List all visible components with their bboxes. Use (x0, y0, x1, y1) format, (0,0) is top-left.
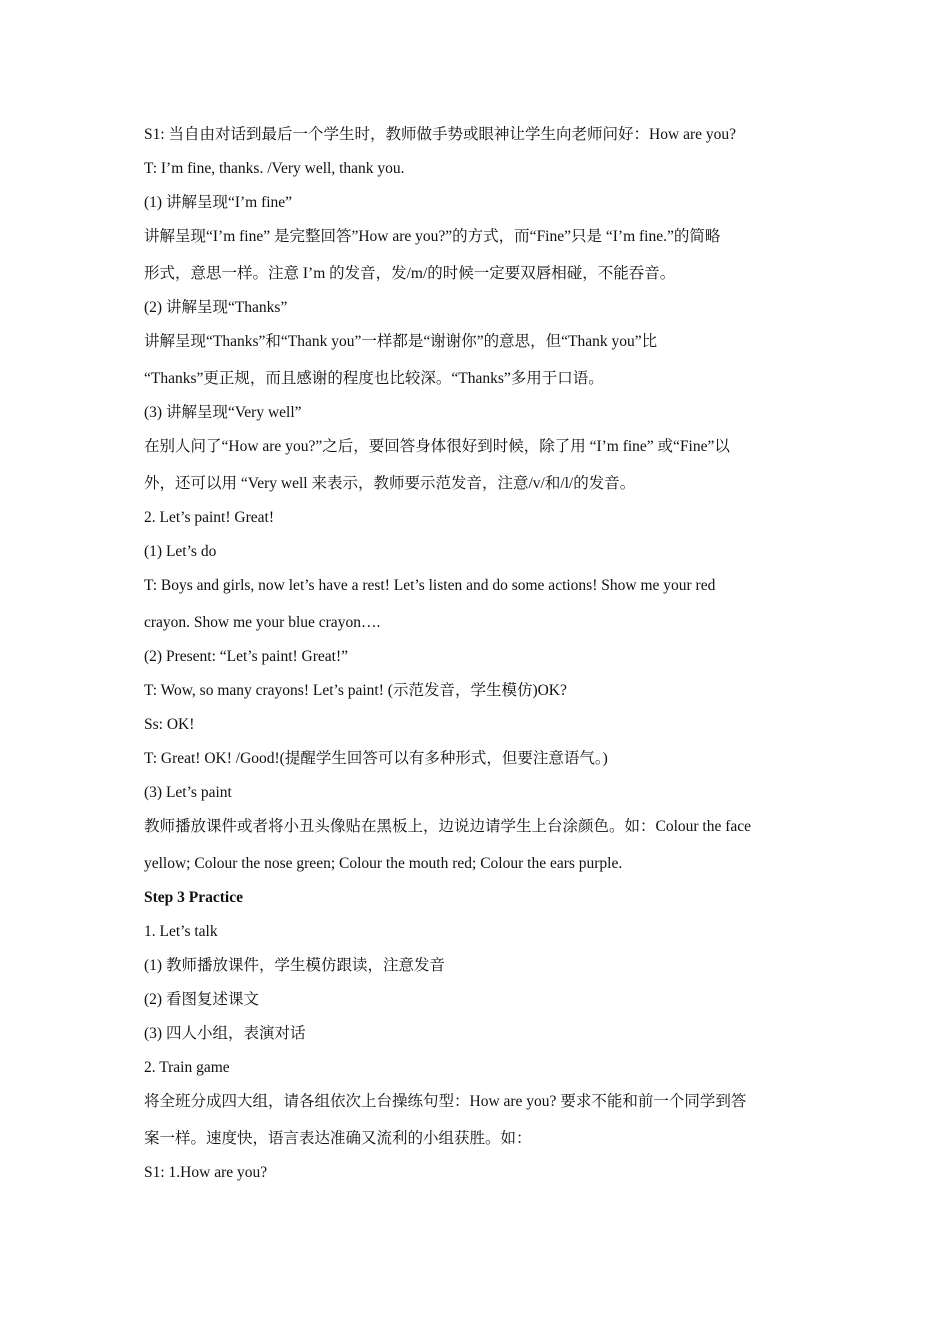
text-line: 形式，意思一样。注意 I’m 的发音，发/m/的时候一定要双唇相碰，不能吞音。 (144, 265, 676, 282)
text-line: (2) 讲解呈现“Thanks” (144, 299, 288, 316)
text-line: T: I’m fine, thanks. /Very well, thank you. (144, 160, 405, 177)
text-line: 将全班分成四大组，请各组依次上台操练句型：How are you? 要求不能和前一个同学到答 (144, 1093, 747, 1110)
text-line: 外，还可以用 “Very well 来表示，教师要示范发音，注意/v/和/l/的发音。 (144, 475, 636, 492)
text-line: S1: 1.How are you? (144, 1164, 268, 1181)
text-line: crayon. Show me your blue crayon…. (144, 614, 381, 631)
text-line: (1) Let’s do (144, 543, 217, 560)
text-line: (1) 讲解呈现“I’m fine” (144, 194, 293, 211)
text-line: T: Great! OK! /Good!(提醒学生回答可以有多种形式，但要注意语气。) (144, 750, 608, 767)
text-line: (3) Let’s paint (144, 784, 232, 801)
text-line: 2. Train game (144, 1059, 230, 1076)
text-line: 案一样。速度快，语言表达准确又流利的小组获胜。如： (144, 1130, 532, 1147)
text-line: “Thanks”更正规，而且感谢的程度也比较深。“Thanks”多用于口语。 (144, 370, 604, 387)
text-line: (3) 四人小组，表演对话 (144, 1025, 306, 1042)
text-line: 在别人问了“How are you?”之后，要回答身体很好到时候，除了用 “I’m fine” 或“Fine”以 (144, 438, 730, 455)
text-line: 1. Let’s talk (144, 923, 218, 940)
text-line: 讲解呈现“I’m fine” 是完整回答”How are you?”的方式，而“Fine”只是 “I’m fine.”的简略 (144, 228, 721, 245)
text-line: (2) 看图复述课文 (144, 991, 259, 1008)
text-line: 2. Let’s paint! Great! (144, 509, 274, 526)
text-line: S1: 当自由对话到最后一个学生时，教师做手势或眼神让学生向老师问好：How are you? (144, 126, 736, 143)
document-page (144, 118, 814, 1190)
text-line: 讲解呈现“Thanks”和“Thank you”一样都是“谢谢你”的意思，但“Thank you”比 (144, 333, 658, 350)
text-line: (2) Present: “Let’s paint! Great!” (144, 648, 348, 665)
text-line: (1) 教师播放课件，学生模仿跟读，注意发音 (144, 957, 445, 974)
text-line: T: Wow, so many crayons! Let’s paint! (示范发音，学生模仿)OK? (144, 682, 567, 699)
text-line: 教师播放课件或者将小丑头像贴在黑板上，边说边请学生上台涂颜色。如：Colour the face (144, 818, 752, 835)
text-line: (3) 讲解呈现“Very well” (144, 404, 302, 421)
text-line: yellow; Colour the nose green; Colour the mouth red; Colour the ears purple. (144, 855, 623, 872)
section-heading: Step 3 Practice (144, 889, 243, 906)
text-line: Ss: OK! (144, 716, 195, 733)
text-line: T: Boys and girls, now let’s have a rest! Let’s listen and do some actions! Show me your red (144, 577, 716, 594)
